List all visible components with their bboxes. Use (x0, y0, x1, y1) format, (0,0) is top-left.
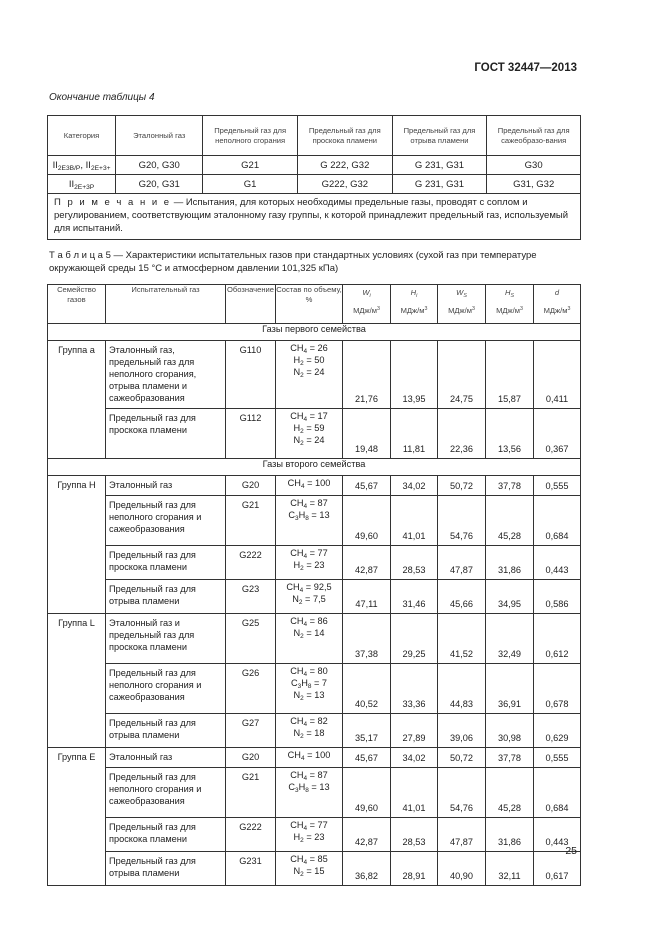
composition-line: $CH_4 = 80$ (290, 665, 328, 678)
value-hi: 28,53 (391, 817, 438, 851)
table-row (48, 408, 581, 458)
value-hi: 28,91 (391, 851, 438, 885)
gas-composition (276, 663, 343, 713)
gas-composition (276, 475, 343, 495)
value-wi: 37,38 (343, 613, 391, 663)
gas-code: G222 (226, 545, 276, 579)
table-row (48, 175, 581, 194)
value-hs: 34,95 (486, 579, 534, 613)
table4-header-cell: Предельный газ для неполного сгорания (203, 116, 298, 156)
table-row (48, 747, 581, 767)
header-d: d МДж/$м^3$ (534, 285, 581, 324)
gas-composition (276, 767, 343, 817)
category-cell: $II_{2E3B/P}$, $II_{2E+3+}$ (48, 156, 116, 175)
value-wi: 42,87 (343, 545, 391, 579)
composition-line: $N_2 = 15$ (293, 865, 325, 878)
gas-composition (276, 579, 343, 613)
table-row (48, 817, 581, 851)
table-row (48, 579, 581, 613)
gas-code: G20 (226, 747, 276, 767)
value-ws: 50,72 (438, 747, 486, 767)
value-hi: 27,89 (391, 713, 438, 747)
gas-composition (276, 817, 343, 851)
gas-name: Предельный газ для проскока пламени (106, 545, 226, 579)
value-d: 0,617 (534, 851, 581, 885)
value-hs: 45,28 (486, 495, 534, 545)
group-name: Группа H (48, 475, 106, 613)
section-title: Газы первого семейства (48, 324, 581, 341)
table-row (48, 475, 581, 495)
value-d: 0,443 (534, 545, 581, 579)
composition-line: $C_3H_8 = 13$ (288, 509, 330, 522)
composition-line: $CH_4 = 87$ (290, 497, 328, 510)
composition-line: $CH_4 = 92,5$ (286, 581, 332, 594)
value-d: 0,684 (534, 495, 581, 545)
value-hs: 36,91 (486, 663, 534, 713)
table4-caption: Окончание таблицы 4 (49, 92, 155, 103)
flashback-gas-cell: G 222, G32 (297, 156, 392, 175)
value-hi: 34,02 (391, 475, 438, 495)
value-hs: 32,11 (486, 851, 534, 885)
gas-composition (276, 545, 343, 579)
liftoff-gas-cell: G 231, G31 (392, 156, 487, 175)
gas-name: Предельный газ для неполного сгорания и сажеобразования (106, 767, 226, 817)
gas-code: G21 (226, 495, 276, 545)
composition-line: $CH_4 = 26$ (290, 343, 328, 355)
table-4 (47, 115, 581, 240)
header-gas: Испытательный газ (106, 285, 226, 324)
table4-header-cell: Предельный газ для сажеобразо-вания (487, 116, 581, 156)
composition-line: $C_3H_8 = 13$ (288, 781, 330, 794)
gas-code: G222 (226, 817, 276, 851)
gas-name: Предельный газ для отрыва пламени (106, 851, 226, 885)
section-row (48, 324, 581, 341)
gas-composition (276, 851, 343, 885)
value-ws: 41,52 (438, 613, 486, 663)
standard-header: ГОСТ 32447—2013 (474, 62, 577, 74)
value-hi: 11,81 (391, 408, 438, 458)
composition-line: $N_2 = 13$ (293, 689, 325, 702)
table4-header-cell: Эталонный газ (116, 116, 203, 156)
value-wi: 49,60 (343, 495, 391, 545)
composition-line: $CH_4 = 87$ (290, 769, 328, 782)
category-cell: $II_{2E+3P}$ (48, 175, 116, 194)
gas-name: Предельный газ для проскока пламени (106, 817, 226, 851)
gas-code: G231 (226, 851, 276, 885)
composition-line: $C_3H_8 = 7$ (290, 677, 328, 690)
gas-name: Эталонный газ (106, 475, 226, 495)
value-wi: 21,76 (343, 341, 391, 409)
value-ws: 50,72 (438, 475, 486, 495)
soot-gas-cell: G30 (487, 156, 581, 175)
gas-name: Предельный газ для проскока пламени (106, 408, 226, 458)
value-hi: 29,25 (391, 613, 438, 663)
incomplete-gas-cell: G21 (203, 156, 298, 175)
incomplete-gas-cell: G1 (203, 175, 298, 194)
header-code: Обозначение (226, 285, 276, 324)
value-ws: 54,76 (438, 495, 486, 545)
table-row (48, 851, 581, 885)
composition-line: $CH_4 = 100$ (287, 477, 331, 490)
table5-header-row (48, 285, 581, 324)
gas-code: G27 (226, 713, 276, 747)
table-row (48, 545, 581, 579)
composition-line: $H_2 = 23$ (293, 831, 325, 844)
value-d: 0,555 (534, 747, 581, 767)
value-hs: 30,98 (486, 713, 534, 747)
header-hi: $H_i$ МДж/$м^3$ (391, 285, 438, 324)
table-row (48, 156, 581, 175)
value-d: 0,629 (534, 713, 581, 747)
value-ws: 47,87 (438, 817, 486, 851)
composition-line: $CH_4 = 77$ (290, 547, 328, 560)
gas-name: Эталонный газ (106, 747, 226, 767)
table4-header-row (48, 116, 581, 156)
page-number: 25 (565, 845, 577, 857)
composition-line: $N_2 = 7,5$ (292, 593, 326, 606)
value-wi: 40,52 (343, 663, 391, 713)
value-ws: 24,75 (438, 341, 486, 409)
table-row (48, 713, 581, 747)
section-title: Газы второго семейства (48, 458, 581, 475)
value-hs: 37,78 (486, 747, 534, 767)
value-d: 0,443 (534, 817, 581, 851)
table5-body (48, 324, 581, 886)
value-ws: 40,90 (438, 851, 486, 885)
value-hs: 31,86 (486, 817, 534, 851)
soot-gas-cell: G31, G32 (487, 175, 581, 194)
composition-line: $N_2 = 24$ (293, 366, 325, 379)
group-name: Группа Е (48, 747, 106, 885)
value-wi: 45,67 (343, 475, 391, 495)
value-wi: 19,48 (343, 408, 391, 458)
value-hi: 28,53 (391, 545, 438, 579)
composition-line: $H_2 = 50$ (293, 354, 325, 367)
reference-gas-cell: G20, G30 (116, 156, 203, 175)
value-d: 0,411 (534, 341, 581, 409)
gas-name: Предельный газ для неполного сгорания и сажеобразования (106, 663, 226, 713)
value-d: 0,612 (534, 613, 581, 663)
value-wi: 47,11 (343, 579, 391, 613)
flashback-gas-cell: G222, G32 (297, 175, 392, 194)
table4-header-cell: Предельный газ для проскока пламени (297, 116, 392, 156)
composition-line: $CH_4 = 77$ (290, 819, 328, 832)
gas-code: G25 (226, 613, 276, 663)
value-hi: 31,46 (391, 579, 438, 613)
value-wi: 42,87 (343, 817, 391, 851)
composition-line: $H_2 = 59$ (293, 422, 325, 435)
section-row (48, 458, 581, 475)
header-family: Семейство газов (48, 285, 106, 324)
note-label: П р и м е ч а н и е (54, 197, 172, 208)
value-ws: 44,83 (438, 663, 486, 713)
gas-name: Эталонный газ и предельный газ для проскока пламени (106, 613, 226, 663)
gas-code: G23 (226, 579, 276, 613)
header-composition: Состав по объему, % (276, 285, 343, 324)
composition-line: $N_2 = 24$ (293, 434, 325, 447)
gas-name: Предельный газ для неполного сгорания и сажеобразования (106, 495, 226, 545)
table5-caption: Т а б л и ц а 5 — Характеристики испытательных газов при стандартных условиях (сухой газ при температуре окружающей среды 15 °С и атмосферном давлении 101,325 кПа) (49, 250, 537, 274)
table-row (48, 767, 581, 817)
table-row (48, 495, 581, 545)
value-wi: 45,67 (343, 747, 391, 767)
gas-code: G20 (226, 475, 276, 495)
value-wi: 49,60 (343, 767, 391, 817)
gas-name: Предельный газ для отрыва пламени (106, 713, 226, 747)
value-d: 0,684 (534, 767, 581, 817)
group-name: Группа L (48, 613, 106, 747)
gas-composition (276, 613, 343, 663)
header-ws: $W_S$ МДж/$м^3$ (438, 285, 486, 324)
composition-line: $N_2 = 14$ (293, 627, 325, 640)
gas-name: Эталонный газ, предельный газ для неполного сгорания, отрыва пламени и сажеобразования (106, 341, 226, 409)
value-d: 0,555 (534, 475, 581, 495)
gas-composition (276, 713, 343, 747)
value-hi: 41,01 (391, 495, 438, 545)
composition-line: $CH_4 = 17$ (290, 410, 328, 423)
gas-code: G21 (226, 767, 276, 817)
value-ws: 54,76 (438, 767, 486, 817)
table-row (48, 663, 581, 713)
value-hs: 13,56 (486, 408, 534, 458)
value-hi: 13,95 (391, 341, 438, 409)
value-hs: 15,87 (486, 341, 534, 409)
table-row (48, 341, 581, 409)
table4-header-cell: Категория (48, 116, 116, 156)
value-ws: 22,36 (438, 408, 486, 458)
gas-composition (276, 408, 343, 458)
value-ws: 45,66 (438, 579, 486, 613)
gas-composition (276, 341, 343, 409)
group-name: Группа а (48, 341, 106, 459)
value-hs: 32,49 (486, 613, 534, 663)
value-hs: 45,28 (486, 767, 534, 817)
value-hi: 33,36 (391, 663, 438, 713)
composition-line: $CH_4 = 82$ (290, 715, 328, 728)
note-row (48, 194, 581, 240)
table4-header-cell: Предельный газ для отрыва пламени (392, 116, 487, 156)
table-5 (47, 284, 581, 886)
reference-gas-cell: G20, G31 (116, 175, 203, 194)
value-hi: 41,01 (391, 767, 438, 817)
composition-line: $N_2 = 18$ (293, 727, 325, 740)
gas-code: G112 (226, 408, 276, 458)
value-hi: 34,02 (391, 747, 438, 767)
gas-name: Предельный газ для отрыва пламени (106, 579, 226, 613)
value-ws: 47,87 (438, 545, 486, 579)
table4-note (48, 194, 581, 240)
composition-line: $CH_4 = 85$ (290, 853, 328, 866)
note-text: — Испытания, для которых необходимы предельные газы, проводят с соплом и регулированием, соответствующим эталонному газу группы, к которой принадлежит предельный газ, используемый для испытаний. (54, 197, 569, 234)
value-d: 0,678 (534, 663, 581, 713)
header-wi: $W_i$ МДж/$м^3$ (343, 285, 391, 324)
value-d: 0,586 (534, 579, 581, 613)
value-wi: 36,82 (343, 851, 391, 885)
composition-line: $H_2 = 23$ (293, 559, 325, 572)
composition-line: $CH_4 = 86$ (290, 615, 328, 628)
gas-code: G26 (226, 663, 276, 713)
value-ws: 39,06 (438, 713, 486, 747)
liftoff-gas-cell: G 231, G31 (392, 175, 487, 194)
value-hs: 37,78 (486, 475, 534, 495)
value-wi: 35,17 (343, 713, 391, 747)
gas-code: G110 (226, 341, 276, 409)
value-hs: 31,86 (486, 545, 534, 579)
header-hs: $H_S$ МДж/$м^3$ (486, 285, 534, 324)
value-d: 0,367 (534, 408, 581, 458)
gas-composition (276, 747, 343, 767)
gas-composition (276, 495, 343, 545)
table-row (48, 613, 581, 663)
composition-line: $CH_4 = 100$ (287, 749, 331, 762)
